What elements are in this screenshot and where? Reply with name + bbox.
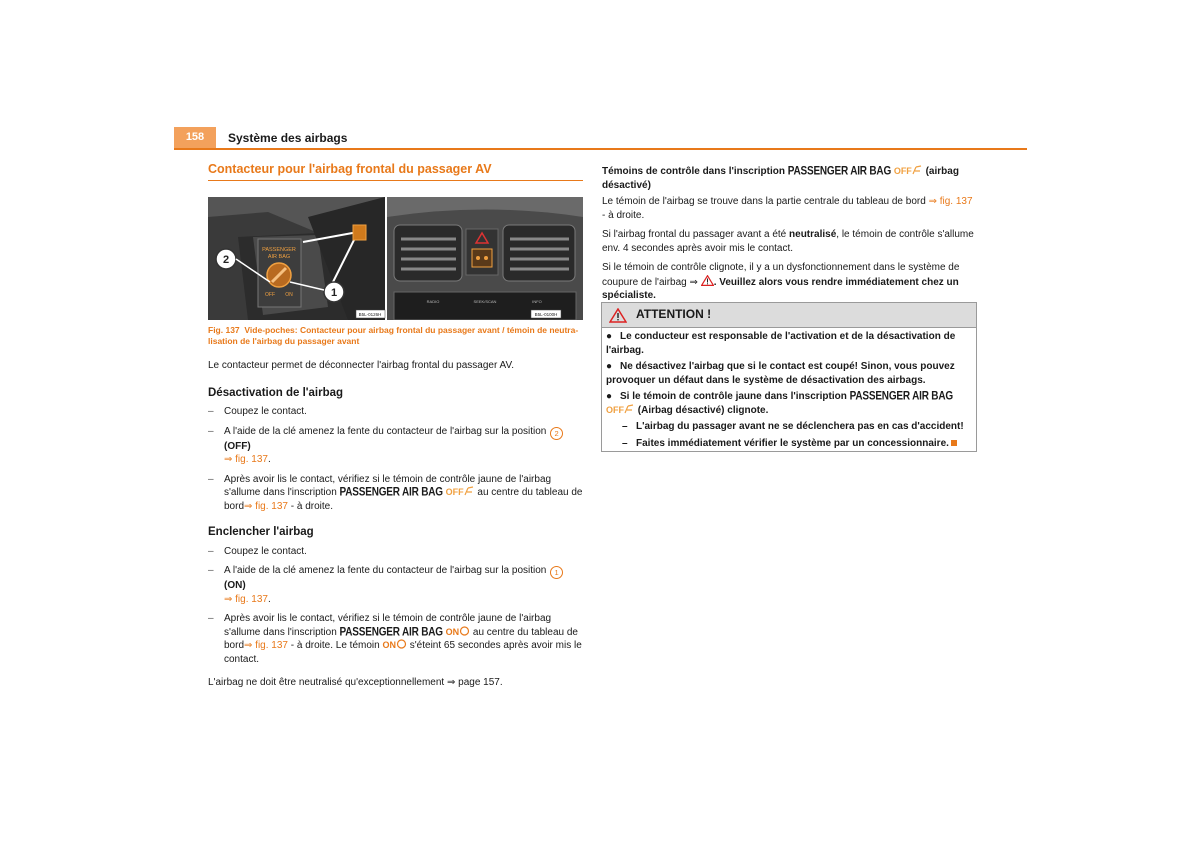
code-left: B5L-0126H [358, 312, 382, 317]
warning-sublist [606, 420, 972, 450]
list-item: – L'airbag du passager avant ne se déclenchera pas en cas d'accident! [622, 420, 972, 434]
page-number: 158 [174, 127, 216, 149]
footer-note: L'airbag ne doit être neutralisé qu'exceptionnellement ⇒ page 157. [208, 677, 503, 688]
chapter-title: Système des airbags [228, 131, 348, 145]
airbag-off-icon [464, 486, 475, 496]
fig-ref-link[interactable]: ⇒ fig. 137 [224, 593, 268, 605]
on-indicator: ON [445, 626, 460, 637]
switch-off: OFF [265, 292, 275, 298]
list-item: – Coupez le contact. [208, 545, 583, 559]
figure-illustration [208, 197, 583, 320]
warning-bullet-2: ● Ne désactivez l'airbag que si le contact est coupé! Sinon, vous pouvez provoquer un défaut dans le système de désactivation des airbags. [606, 361, 955, 386]
right-column [602, 165, 976, 303]
on-indicator: ON [382, 640, 396, 650]
warning-bullet-1: ● Le conducteur est responsable de l'activation et de la désactivation de l'airbag. [606, 331, 956, 356]
paragraph-3: Si le témoin de contrôle clignote, il y a un dysfonctionnement dans le système de coupure de l'airbag ⇒ . Veuillez alors vous rendre immédiatement chez un spécialiste. [602, 262, 960, 301]
section-rule [208, 180, 583, 181]
list-item: – A l'aide de la clé amenez la fente du contacteur de l'airbag sur la position 2 (OFF) ⇒ fig. 137. [208, 425, 583, 467]
fig-ref-link[interactable]: ⇒ fig. 137 [928, 196, 973, 207]
airbag-off-icon [912, 165, 923, 175]
list-item: – Coupez le contact. [208, 405, 583, 419]
intro-text: Le contacteur permet de déconnecter l'airbag frontal du passager AV. [208, 360, 514, 371]
off-indicator: OFF [445, 487, 464, 497]
activation-steps [208, 545, 583, 667]
callout-1-label: 1 [330, 287, 338, 299]
figure-caption [208, 325, 583, 347]
position-2-icon: 2 [550, 427, 563, 440]
warning-box [601, 302, 977, 452]
callout-2-label: 2 [222, 254, 230, 266]
warning-title: ATTENTION ! [636, 307, 712, 322]
list-item: – A l'aide de la clé amenez la fente du contacteur de l'airbag sur la position 1 (ON) ⇒ fig. 137. [208, 564, 583, 606]
list-item: – Après avoir lis le contact, vérifiez si le témoin de contrôle jaune de l'airbag s'allume dans l'inscription PASSENGER AIR BAG ON au centre du tableau de bord⇒ fig. 137 - à droite. Le témoin ON s'éteint 65 secondes après avoir mis le contact. [208, 612, 583, 666]
paragraph-2: Si l'airbag frontal du passager avant a été neutralisé, le témoin de contrôle s'allume env. 4 secondes après avoir mis le contact. [602, 229, 974, 254]
left-column-title [208, 163, 583, 181]
airbag-off-icon [624, 404, 635, 414]
warning-triangle-icon [701, 275, 714, 286]
passenger-airbag-label: PASSENGER AIR BAG [339, 625, 443, 639]
switch-label-2: AIR BAG [267, 254, 291, 260]
code-right: B5L-0100H [534, 312, 558, 317]
section-title: Contacteur pour l'airbag frontal du passager AV [208, 162, 492, 176]
fig-ref-link[interactable]: ⇒ fig. 137 [244, 500, 288, 512]
warning-triangle-icon [609, 308, 627, 323]
passenger-airbag-label: PASSENGER AIR BAG [787, 165, 892, 178]
off-indicator: OFF [893, 166, 912, 176]
figure-caption-text: Vide-poches: Contacteur pour airbag frontal du passager avant / témoin de neutra- lisation de l'airbag du passager avant [208, 325, 579, 346]
deactivation-steps [208, 405, 583, 513]
list-item: – Faites immédiatement vérifier le système par un concessionnaire. [622, 437, 972, 451]
header-rule [174, 148, 1027, 150]
fig-ref-link[interactable]: ⇒ fig. 137 [244, 640, 288, 651]
figure-137 [208, 197, 583, 320]
off-indicator: OFF [606, 404, 624, 415]
lights-heading: Témoins de contrôle dans l'inscription PASSENGER AIR BAG OFF (airbag désactivé) [602, 165, 959, 191]
paragraph-1: Le témoin de l'airbag se trouve dans la partie centrale du tableau de bord ⇒ fig. 137 - à droite. [602, 196, 973, 221]
deactivation-heading: Désactivation de l'airbag [208, 386, 344, 399]
passenger-airbag-label: PASSENGER AIR BAG [339, 486, 443, 499]
warning-header [602, 303, 976, 328]
warning-body [602, 328, 976, 450]
airbag-on-icon [459, 626, 470, 636]
list-item: – Après avoir lis le contact, vérifiez si le témoin de contrôle jaune de l'airbag s'allume dans l'inscription PASSENGER AIR BAG OFF au centre du tableau de bord⇒ fig. 137 - à droite. [208, 473, 583, 514]
passenger-airbag-label: PASSENGER AIR BAG [849, 390, 953, 403]
fig-ref-link[interactable]: ⇒ fig. 137 [224, 454, 268, 465]
end-marker-icon [951, 440, 957, 446]
activation-heading: Enclencher l'airbag [208, 526, 314, 538]
radio-label-2: SEEK/SCAN [473, 299, 497, 304]
radio-label-3: INFO [532, 299, 542, 304]
switch-label-1: PASSENGER [262, 247, 296, 253]
switch-on: ON [285, 292, 293, 298]
warning-bullet-3: ● Si le témoin de contrôle jaune dans l'inscription PASSENGER AIR BAG OFF (Airbag désactivé) clignote. [606, 390, 953, 416]
figure-number: Fig. 137 [208, 325, 240, 335]
radio-label-1: RADIO [426, 299, 440, 304]
position-1-icon: 1 [550, 566, 563, 579]
left-body [208, 359, 583, 690]
